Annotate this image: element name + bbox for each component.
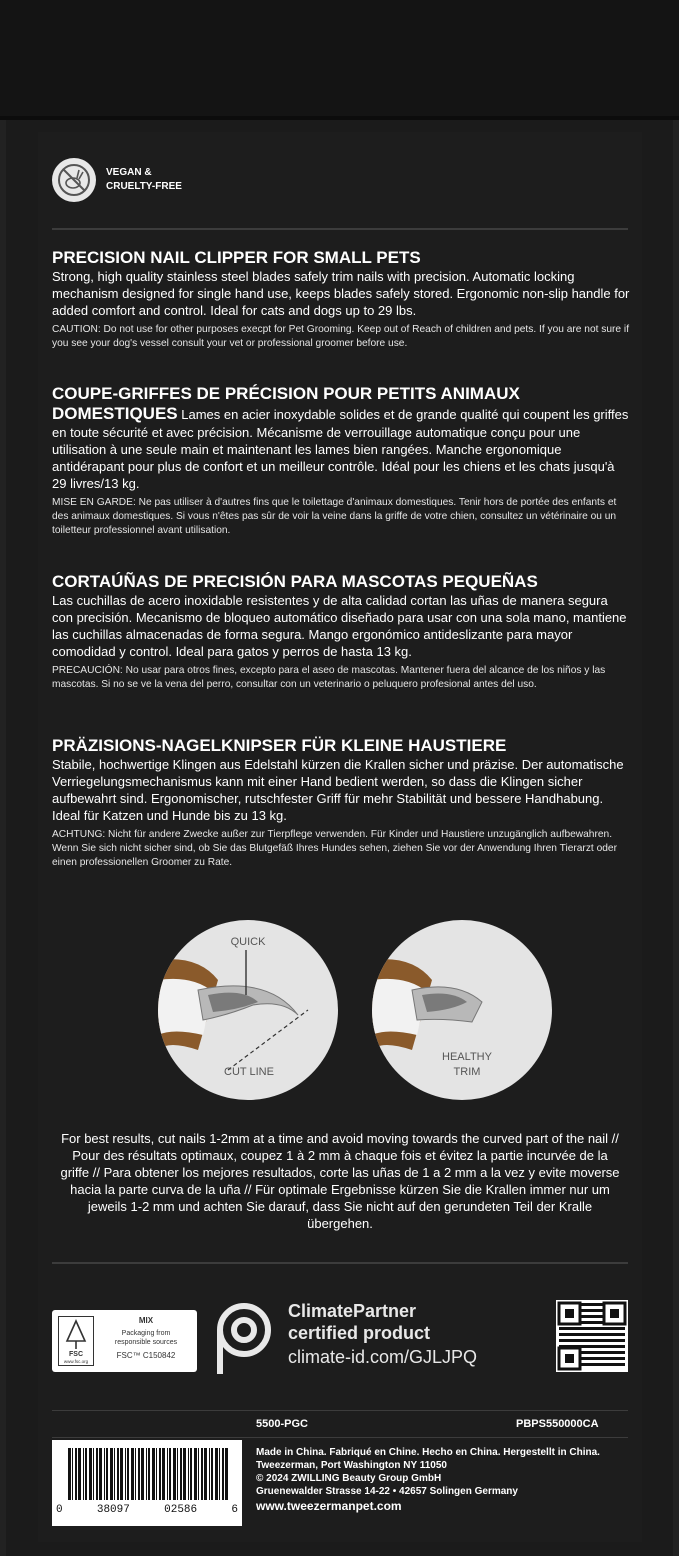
vegan-line2: CRUELTY-FREE bbox=[106, 181, 182, 192]
fsc-text1: Packaging from bbox=[121, 1330, 171, 1337]
qr-code bbox=[556, 1300, 628, 1372]
fsc-tree-icon bbox=[58, 1316, 94, 1366]
divider bbox=[52, 1437, 628, 1438]
fsc-site: www.fsc.org bbox=[63, 1359, 89, 1364]
made-line4: Gruenewalder Strasse 14-22 • 42657 Solingen Germany bbox=[256, 1486, 518, 1497]
fsc-text bbox=[98, 1316, 194, 1360]
flap-edge bbox=[0, 116, 679, 120]
de-title: PRÄZISIONS-NAGELKNIPSER FÜR KLEINE HAUSTIERE bbox=[52, 736, 507, 755]
divider bbox=[52, 228, 628, 230]
fsc-text2: responsible sources bbox=[114, 1339, 178, 1346]
climatepartner-icon bbox=[214, 1300, 276, 1380]
made-line2: Tweezerman, Port Washington NY 11050 bbox=[256, 1460, 447, 1471]
barcode-bars bbox=[66, 1448, 228, 1500]
climate-line2: certified product bbox=[288, 1323, 431, 1343]
cut-line-label: CUT LINE bbox=[224, 1066, 274, 1078]
barcode-digits bbox=[52, 1504, 242, 1516]
de-body: Stabile, hochwertige Klingen aus Edelstahl kürzen die Krallen sicher und präzise. Der automatische Verriegelungsmechanismus kann mit einer Hand bedient werden, so dass die Klingen sicher aufbewahrt sind. Ergonomischer, rutschfester Griff für mehr Stabilität und bessere Handhabung. Ideal für Katzen und Hunde bis zu 13 kg. bbox=[52, 757, 624, 823]
vegan-label bbox=[106, 166, 266, 194]
de-caution: ACHTUNG: Nicht für andere Zwecke außer zur Tierpflege verwenden. Für Kinder und Haustiere unzugänglich aufbewahren. Wenn Sie sich nicht sicher sind, ob Sie das Blutgefäß Ihres Hundes sehen, ziehen Sie vor der Anwendung Ihren Tierarzt oder einen professionellen Groomer zu Rate. bbox=[52, 829, 617, 868]
no-rabbit-icon bbox=[52, 158, 96, 202]
barcode bbox=[52, 1440, 242, 1526]
climate-line3: climate-id.com/GJLJPQ bbox=[288, 1347, 478, 1367]
fsc-code: FSC™ C150842 bbox=[116, 1351, 176, 1360]
made-line3: © 2024 ZWILLING Beauty Group GmbH bbox=[256, 1473, 442, 1484]
product-code: PBPS550000CA bbox=[516, 1418, 599, 1430]
barcode-digit: 0 bbox=[56, 1504, 63, 1516]
nail-trim-illustration bbox=[158, 920, 558, 1120]
quick-label: QUICK bbox=[230, 936, 266, 948]
made-line5: www.tweezermanpet.com bbox=[256, 1499, 402, 1513]
fsc-mix: MIX bbox=[138, 1316, 154, 1325]
en-body: Strong, high quality stainless steel blades safely trim nails with precision. Automatic locking mechanism designed for single hand use, keeps blades safely stored. Ergonomic non-slip handle for added comfort and control. Ideal for cats and dogs up to 29 lbs. bbox=[52, 269, 630, 318]
fsc-logo-text: FSC bbox=[69, 1351, 83, 1358]
healthy-trim-diagram bbox=[372, 920, 552, 1100]
quick-diagram bbox=[158, 920, 338, 1100]
es-title: CORTAÚÑAS DE PRECISIÓN PARA MASCOTAS PEQUEÑAS bbox=[52, 572, 538, 591]
healthy-line1: HEALTHY bbox=[442, 1051, 492, 1063]
barcode-digit: 38097 bbox=[96, 1504, 130, 1516]
es-caution: PRECAUCIÓN: No usar para otros fines, excepto para el aseo de mascotas. Mantener fuera del alcance de los niños y las mascotas. Si no se ve la vena del perro, consultar con un veterinario o peluquero profesional antes del uso. bbox=[52, 665, 606, 690]
en-caution: CAUTION: Do not use for other purposes execpt for Pet Grooming. Keep out of Reach of children and pets. If you are not sure if you see your dog's vessel consult your vet or professional groomer before use. bbox=[52, 324, 630, 349]
en-title: PRECISION NAIL CLIPPER FOR SMALL PETS bbox=[52, 248, 421, 267]
model-code: 5500-PGC bbox=[256, 1418, 308, 1430]
fsc-badge bbox=[52, 1310, 197, 1372]
healthy-trim-label bbox=[422, 1050, 512, 1080]
fr-caution: MISE EN GARDE: Ne pas utiliser à d'autres fins que le toilettage d'animaux domestiques. Tenir hors de portée des enfants et des animaux domestiques. Si vous n'êtes pas sûr de voir la veine dans la griffe de votre chien, consultez un vétérinaire ou un toiletteur professionnel avant utilisation. bbox=[52, 497, 617, 536]
fr-body: Lames en acier inoxydable solides et de grande qualité qui coupent les griffes en toute sécurité et avec précision. Mécanisme de verrouillage automatique conçu pour une utilisation à une seule main et maintenant les lames bien rangées. Manche ergonomique antidérapant pour plus de confort et un meilleur contrôle. Idéal pour les chiens et les chats jusqu'à 29 livres/13 kg. bbox=[52, 407, 629, 491]
section-german bbox=[52, 736, 630, 870]
barcode-digit: 02586 bbox=[164, 1504, 198, 1516]
section-english bbox=[52, 248, 630, 351]
made-line1: Made in China. Fabriqué en Chine. Hecho en China. Hergestellt in China. bbox=[256, 1447, 600, 1458]
vegan-line1: VEGAN & bbox=[106, 167, 152, 178]
es-body: Las cuchillas de acero inoxidable resistentes y de alta calidad cortan las uñas de manera segura con precisión. Mecanismo de bloqueo automático diseñado para usar con una sola mano, mantiene las cuchillas almacenadas de forma segura. Mango ergonómico antideslizante para mayor comodidad y control. Ideal para gatos y perros de hasta 13 kg. bbox=[52, 593, 627, 659]
box-side-left bbox=[0, 120, 6, 1556]
climatepartner-label bbox=[288, 1300, 548, 1368]
manufacturer-info bbox=[256, 1446, 636, 1513]
fr-text bbox=[52, 384, 630, 492]
box-side-right bbox=[673, 120, 679, 1556]
barcode-digit: 6 bbox=[231, 1504, 238, 1516]
healthy-line2: TRIM bbox=[453, 1066, 481, 1078]
fr-title: COUPE-GRIFFES DE PRÉCISION POUR PETITS ANIMAUX DOMESTIQUES bbox=[52, 384, 520, 423]
trim-tip: For best results, cut nails 1-2mm at a time and avoid moving towards the curved part of the nail // Pour des résultats optimaux, coupez 1 à 2 mm à chaque fois et évitez la partie incurvée de la griffe // Para obtener los mejores resultados, corte las uñas de 1 a 2 mm a la vez y evite moverse hacia la parte curva de la uña // Für optimale Ergebnisse kürzen Sie die Krallen immer nur um jeweils 1-2 mm und achten Sie darauf, dass Sie nicht auf den gerundeten Teil der Kralle übergehen. bbox=[60, 1131, 620, 1231]
divider bbox=[52, 1262, 628, 1264]
divider bbox=[52, 1410, 628, 1411]
section-french bbox=[52, 384, 630, 538]
climate-line1: ClimatePartner bbox=[288, 1301, 417, 1321]
box-top-flap bbox=[0, 0, 679, 120]
section-spanish bbox=[52, 572, 630, 692]
